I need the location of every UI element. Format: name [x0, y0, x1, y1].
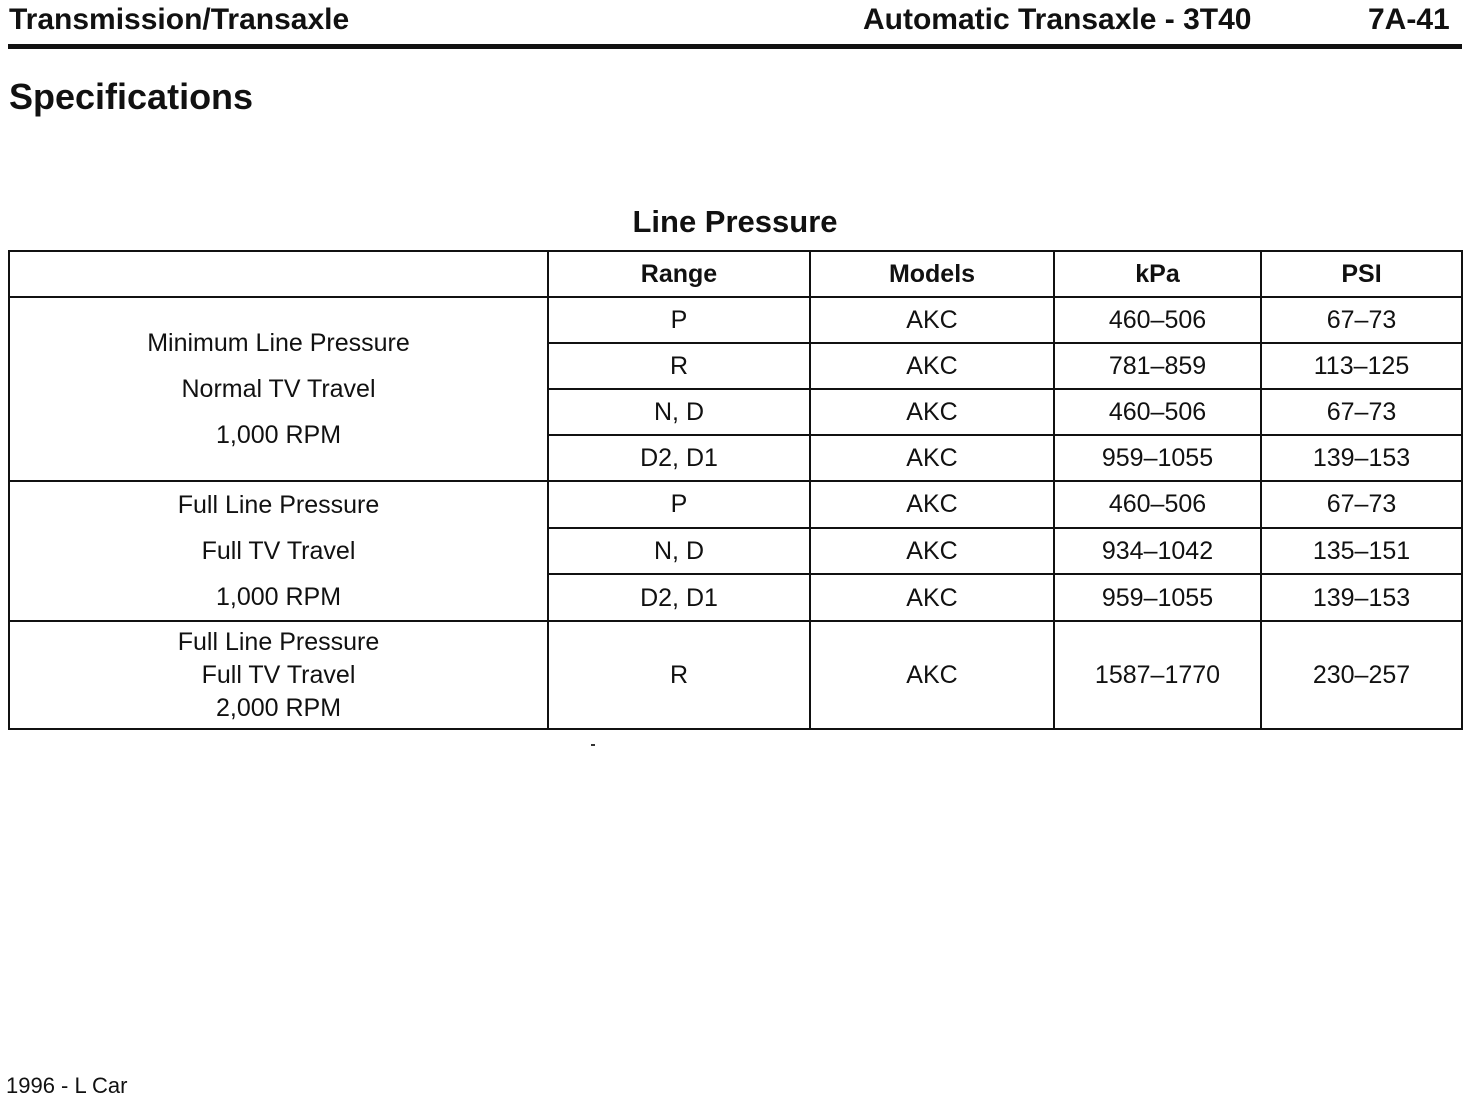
column-header-condition — [9, 251, 548, 297]
range-cell: R — [548, 621, 810, 729]
column-header-range: Range — [548, 251, 810, 297]
scan-speck — [591, 744, 595, 746]
condition-line: Minimum Line Pressure — [147, 329, 410, 357]
line-pressure-table — [8, 250, 1463, 730]
section-title: Transmission/Transaxle — [9, 3, 350, 36]
subsection-title: Automatic Transaxle - 3T40 — [863, 3, 1252, 36]
kpa-cell: 460–506 — [1054, 389, 1261, 435]
condition-line: Full Line Pressure — [177, 491, 380, 519]
kpa-cell: 1587–1770 — [1054, 621, 1261, 729]
psi-cell: 113–125 — [1261, 343, 1462, 389]
model-cell: AKC — [810, 389, 1054, 435]
kpa-cell: 934–1042 — [1054, 528, 1261, 575]
condition-line: 1,000 RPM — [215, 583, 342, 611]
condition-line: 1,000 RPM — [215, 421, 342, 449]
psi-cell: 67–73 — [1261, 297, 1462, 343]
condition-line: Full Line Pressure — [177, 627, 380, 656]
model-cell: AKC — [810, 481, 1054, 528]
condition-cell — [9, 621, 548, 729]
model-cell: AKC — [810, 621, 1054, 729]
page-title: Specifications — [9, 76, 254, 117]
range-cell: R — [548, 343, 810, 389]
table-header-row — [9, 251, 1462, 297]
psi-cell: 230–257 — [1261, 621, 1462, 729]
footer-text: 1996 - L Car — [6, 1073, 128, 1098]
model-cell: AKC — [810, 528, 1054, 575]
header-rule — [8, 44, 1462, 49]
condition-line: 2,000 RPM — [215, 693, 342, 722]
psi-cell: 139–153 — [1261, 435, 1462, 481]
table-row — [9, 621, 1462, 729]
condition-line: Full TV Travel — [201, 537, 356, 565]
condition-line: Normal TV Travel — [181, 375, 376, 403]
table-row — [9, 481, 1462, 528]
column-header-models: Models — [810, 251, 1054, 297]
psi-cell: 67–73 — [1261, 481, 1462, 528]
psi-cell: 139–153 — [1261, 574, 1462, 621]
table-row — [9, 297, 1462, 343]
condition-line: Full TV Travel — [201, 660, 356, 689]
range-cell: N, D — [548, 389, 810, 435]
psi-cell: 135–151 — [1261, 528, 1462, 575]
model-cell: AKC — [810, 343, 1054, 389]
range-cell: D2, D1 — [548, 574, 810, 621]
condition-cell — [9, 481, 548, 621]
kpa-cell: 460–506 — [1054, 481, 1261, 528]
range-cell: P — [548, 297, 810, 343]
condition-cell — [9, 297, 548, 481]
table-title: Line Pressure — [632, 204, 838, 239]
kpa-cell: 959–1055 — [1054, 574, 1261, 621]
kpa-cell: 460–506 — [1054, 297, 1261, 343]
model-cell: AKC — [810, 574, 1054, 621]
model-cell: AKC — [810, 435, 1054, 481]
page-number: 7A-41 — [1368, 3, 1450, 36]
range-cell: D2, D1 — [548, 435, 810, 481]
range-cell: P — [548, 481, 810, 528]
model-cell: AKC — [810, 297, 1054, 343]
column-header-kpa: kPa — [1054, 251, 1261, 297]
kpa-cell: 959–1055 — [1054, 435, 1261, 481]
range-cell: N, D — [548, 528, 810, 575]
column-header-psi: PSI — [1261, 251, 1462, 297]
kpa-cell: 781–859 — [1054, 343, 1261, 389]
psi-cell: 67–73 — [1261, 389, 1462, 435]
